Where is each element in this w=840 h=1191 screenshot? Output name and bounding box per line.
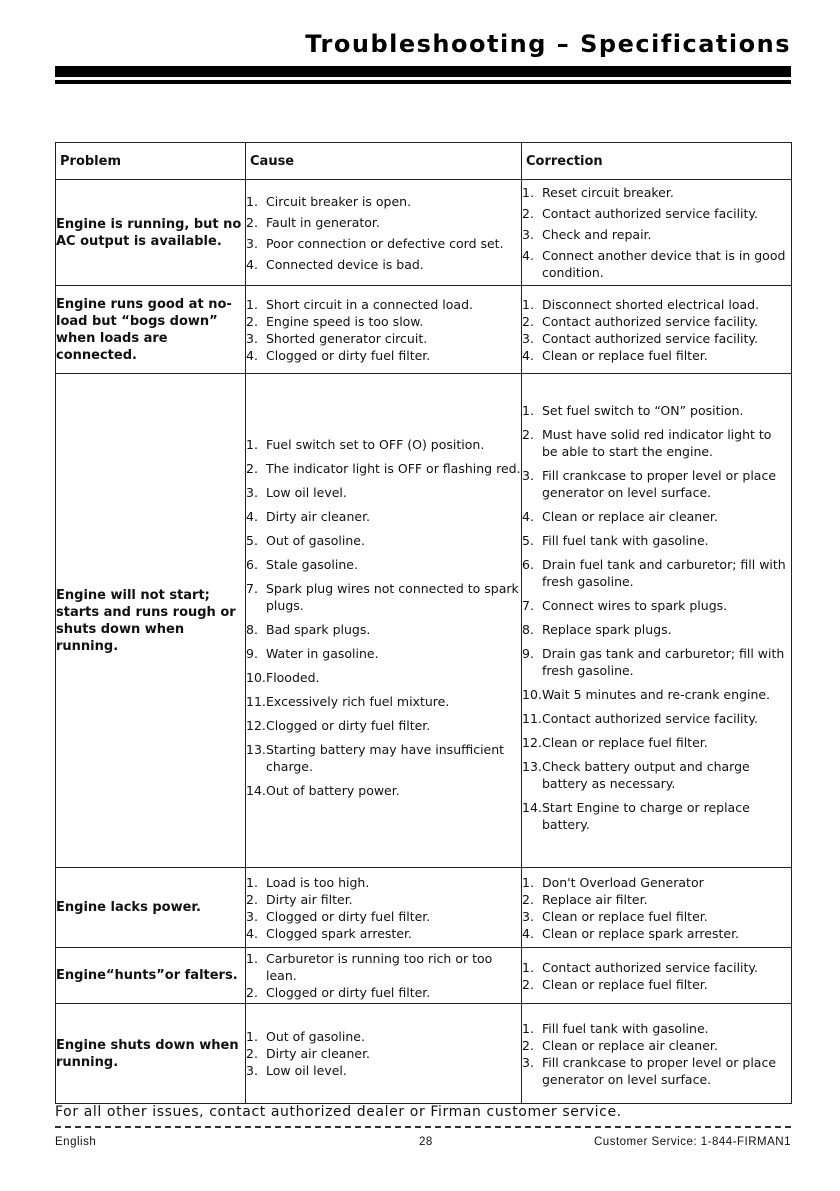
item-number: 1.: [522, 185, 534, 200]
item-text: Poor connection or defective cord set.: [266, 235, 504, 251]
item-number: 11.: [522, 710, 542, 726]
cause-cell: [246, 180, 522, 286]
problem-cell: Engine will not start; starts and runs rough or shuts down when running.: [56, 374, 246, 868]
item-number: 1.: [522, 1020, 534, 1036]
item-number: 3.: [246, 330, 258, 346]
problem-cell: Engine“hunts”or falters.: [56, 948, 246, 1004]
item-number: 1.: [246, 193, 258, 209]
list-item: [522, 556, 791, 590]
list-item: [522, 1020, 791, 1037]
correction-cell: [522, 374, 792, 868]
list-item: [246, 741, 521, 775]
item-text: Clogged or dirty fuel filter.: [266, 985, 431, 1000]
list-item: [246, 717, 521, 734]
list-item: [522, 330, 791, 347]
item-number: 5.: [522, 532, 534, 548]
list-item: [246, 214, 521, 231]
cause-list: [246, 1028, 521, 1079]
correction-cell: [522, 286, 792, 374]
item-number: 1.: [246, 874, 258, 890]
item-number: 2.: [246, 1046, 258, 1061]
item-number: 2.: [246, 985, 258, 1000]
item-text: Load is too high.: [266, 874, 370, 890]
item-text: Water in gasoline.: [266, 645, 379, 661]
list-item: [246, 874, 521, 891]
item-text: Low oil level.: [266, 484, 347, 500]
item-number: 1.: [246, 436, 258, 452]
correction-list: [522, 959, 791, 993]
list-item: [246, 950, 521, 984]
item-text: Clogged spark arrester.: [266, 925, 412, 941]
cause-cell: [246, 374, 522, 868]
item-number: 2.: [246, 460, 258, 476]
item-text: Check and repair.: [542, 227, 652, 242]
list-item: [522, 597, 791, 614]
item-number: 4.: [522, 347, 534, 363]
item-text: Replace air filter.: [542, 891, 648, 907]
cause-list: [246, 296, 521, 364]
item-text: Fill crankcase to proper level or place generator on level surface.: [542, 467, 777, 500]
list-item: [522, 467, 791, 501]
cause-list: [246, 950, 521, 1001]
item-number: 2.: [522, 1037, 534, 1053]
item-text: Clean or replace fuel filter.: [542, 734, 708, 750]
item-text: Set fuel switch to “ON” position.: [542, 402, 744, 418]
item-number: 3.: [246, 1063, 258, 1078]
item-text: Starting battery may have insufficient charge.: [266, 741, 505, 774]
item-text: Don't Overload Generator: [542, 874, 704, 890]
item-number: 1.: [246, 1029, 258, 1044]
cause-list: [246, 436, 521, 799]
item-number: 3.: [522, 467, 534, 483]
problem-cell: Engine runs good at no-load but “bogs down” when loads are connected.: [56, 286, 246, 374]
item-text: Connected device is bad.: [266, 256, 424, 272]
item-number: 8.: [246, 621, 258, 637]
item-number: 2.: [522, 313, 534, 329]
list-item: [246, 235, 521, 252]
cause-cell: [246, 868, 522, 948]
cause-list: [246, 874, 521, 942]
cause-cell: [246, 1004, 522, 1104]
item-text: Clean or replace spark arrester.: [542, 925, 740, 941]
item-text: Contact authorized service facility.: [542, 330, 759, 346]
item-text: Dirty air cleaner.: [266, 1046, 371, 1061]
customer-service: Customer Service: 1-844-FIRMAN1: [594, 1136, 791, 1148]
correction-list: [522, 296, 791, 364]
item-text: Wait 5 minutes and re-crank engine.: [542, 686, 771, 702]
item-number: 9.: [522, 645, 534, 661]
list-item: [522, 621, 791, 638]
item-number: 1.: [522, 874, 534, 890]
list-item: [246, 556, 521, 573]
item-text: Clogged or dirty fuel filter.: [266, 347, 431, 363]
correction-list: [522, 1020, 791, 1088]
item-number: 9.: [246, 645, 258, 661]
list-item: [522, 799, 791, 833]
table-row: [56, 374, 792, 868]
item-number: 2.: [522, 891, 534, 907]
table-row: [56, 948, 792, 1004]
list-item: [246, 621, 521, 638]
item-text: Engine speed is too slow.: [266, 313, 424, 329]
correction-list: [522, 874, 791, 942]
problem-cell: Engine shuts down when running.: [56, 1004, 246, 1104]
table-row: [56, 868, 792, 948]
table-row: [56, 1004, 792, 1104]
correction-cell: [522, 948, 792, 1004]
item-number: 11.: [246, 693, 266, 709]
item-text: Circuit breaker is open.: [266, 193, 412, 209]
item-text: Clean or replace fuel filter.: [542, 347, 708, 363]
footer-note: For all other issues, contact authorized dealer or Firman customer service.: [55, 1104, 622, 1120]
list-item: [522, 734, 791, 751]
correction-cell: [522, 1004, 792, 1104]
item-number: 10.: [246, 669, 266, 685]
item-text: Drain fuel tank and carburetor; fill with fresh gasoline.: [542, 556, 786, 589]
item-number: 2.: [246, 214, 258, 230]
list-item: [246, 484, 521, 501]
list-item: [246, 508, 521, 525]
correction-list: [522, 184, 791, 281]
item-text: Contact authorized service facility.: [542, 959, 759, 975]
list-item: [522, 313, 791, 330]
item-number: 3.: [522, 908, 534, 924]
item-text: Short circuit in a connected load.: [266, 296, 473, 312]
list-item: [522, 1037, 791, 1054]
item-text: Dirty air filter.: [266, 891, 353, 907]
item-text: Out of gasoline.: [266, 1029, 365, 1044]
problem-cell: Engine is running, but no AC output is available.: [56, 180, 246, 286]
item-text: Shorted generator circuit.: [266, 330, 428, 346]
list-item: [522, 184, 791, 201]
item-number: 10.: [522, 686, 542, 702]
list-item: [246, 532, 521, 549]
list-item: [246, 693, 521, 710]
item-number: 6.: [522, 556, 534, 572]
item-text: Drain gas tank and carburetor; fill with fresh gasoline.: [542, 645, 785, 678]
list-item: [522, 976, 791, 993]
item-number: 3.: [522, 330, 534, 346]
item-number: 13.: [522, 758, 542, 774]
page-number: 28: [419, 1136, 433, 1148]
item-number: 1.: [522, 296, 534, 312]
item-text: Check battery output and charge battery as necessary.: [542, 758, 750, 791]
item-text: Out of battery power.: [266, 782, 400, 798]
item-text: Dirty air cleaner.: [266, 508, 371, 524]
item-number: 7.: [246, 580, 258, 596]
list-item: [522, 891, 791, 908]
list-item: [246, 296, 521, 313]
list-item: [246, 645, 521, 662]
list-item: [522, 686, 791, 703]
item-number: 6.: [246, 556, 258, 572]
item-text: Fill fuel tank with gasoline.: [542, 1020, 709, 1036]
item-text: Low oil level.: [266, 1063, 347, 1078]
item-text: Flooded.: [266, 669, 320, 685]
item-number: 2.: [246, 891, 258, 907]
item-number: 12.: [522, 734, 542, 750]
header-problem: Problem: [56, 143, 246, 180]
list-item: [246, 460, 521, 477]
item-text: Bad spark plugs.: [266, 621, 371, 637]
list-item: [246, 925, 521, 942]
item-text: Clean or replace air cleaner.: [542, 508, 718, 524]
title-rule-thin: [55, 80, 791, 84]
item-number: 4.: [522, 508, 534, 524]
item-text: Clean or replace fuel filter.: [542, 976, 708, 992]
list-item: [522, 758, 791, 792]
item-text: The indicator light is OFF or flashing red.: [266, 460, 521, 476]
list-item: [246, 193, 521, 210]
list-item: [522, 874, 791, 891]
list-item: [522, 645, 791, 679]
item-number: 4.: [246, 508, 258, 524]
item-text: Clean or replace air cleaner.: [542, 1037, 718, 1053]
item-text: Disconnect shorted electrical load.: [542, 296, 760, 312]
item-number: 3.: [522, 227, 534, 242]
problem-cell: Engine lacks power.: [56, 868, 246, 948]
item-number: 1.: [522, 959, 534, 975]
table-row: [56, 180, 792, 286]
list-item: [522, 226, 791, 243]
cause-list: [246, 193, 521, 273]
footer-divider: [55, 1126, 791, 1128]
list-item: [246, 330, 521, 347]
item-number: 7.: [522, 597, 534, 613]
item-number: 5.: [246, 532, 258, 548]
item-text: Replace spark plugs.: [542, 621, 672, 637]
item-number: 2.: [522, 206, 534, 221]
item-text: Start Engine to charge or replace battery.: [542, 799, 750, 832]
cause-cell: [246, 948, 522, 1004]
list-item: [246, 347, 521, 364]
list-item: [246, 256, 521, 273]
item-text: Must have solid red indicator light to be able to start the engine.: [542, 426, 772, 459]
title-rule-thick: [55, 66, 791, 77]
item-text: Clogged or dirty fuel filter.: [266, 717, 431, 733]
table-row: [56, 286, 792, 374]
list-item: [522, 205, 791, 222]
list-item: [246, 313, 521, 330]
item-text: Fault in generator.: [266, 214, 380, 230]
list-item: [246, 1045, 521, 1062]
item-text: Connect wires to spark plugs.: [542, 597, 728, 613]
item-text: Carburetor is running too rich or too lean.: [266, 951, 493, 983]
troubleshooting-table: [55, 142, 792, 1104]
item-number: 3.: [246, 484, 258, 500]
list-item: [246, 580, 521, 614]
item-text: Spark plug wires not connected to spark plugs.: [266, 580, 519, 613]
correction-cell: [522, 868, 792, 948]
item-number: 13.: [246, 741, 266, 757]
list-item: [246, 782, 521, 799]
item-text: Fill crankcase to proper level or place generator on level surface.: [542, 1054, 777, 1087]
list-item: [522, 532, 791, 549]
list-item: [522, 402, 791, 419]
item-number: 4.: [246, 256, 258, 272]
item-text: Connect another device that is in good condition.: [542, 248, 786, 280]
item-number: 2.: [246, 313, 258, 329]
item-number: 4.: [246, 347, 258, 363]
item-number: 4.: [522, 248, 534, 263]
list-item: [522, 296, 791, 313]
list-item: [522, 347, 791, 364]
item-text: Contact authorized service facility.: [542, 206, 759, 221]
list-item: [246, 436, 521, 453]
item-number: 3.: [246, 235, 258, 251]
header-cause: Cause: [246, 143, 522, 180]
item-number: 14.: [246, 782, 266, 798]
item-number: 4.: [522, 925, 534, 941]
item-text: Stale gasoline.: [266, 556, 358, 572]
item-number: 8.: [522, 621, 534, 637]
list-item: [522, 908, 791, 925]
header-correction: Correction: [522, 143, 792, 180]
footer-language: English: [55, 1136, 97, 1148]
list-item: [522, 247, 791, 281]
item-number: 2.: [522, 976, 534, 992]
correction-list: [522, 402, 791, 833]
item-number: 4.: [246, 925, 258, 941]
item-number: 12.: [246, 717, 266, 733]
list-item: [246, 1062, 521, 1079]
item-text: Clean or replace fuel filter.: [542, 908, 708, 924]
list-item: [246, 1028, 521, 1045]
list-item: [246, 908, 521, 925]
item-number: 3.: [246, 908, 258, 924]
list-item: [246, 891, 521, 908]
item-number: 1.: [246, 951, 258, 966]
list-item: [522, 710, 791, 727]
item-text: Reset circuit breaker.: [542, 185, 674, 200]
table-header-row: [56, 143, 792, 180]
item-text: Fill fuel tank with gasoline.: [542, 532, 709, 548]
item-text: Contact authorized service facility.: [542, 313, 759, 329]
item-number: 3.: [522, 1054, 534, 1070]
page-title: Troubleshooting – Specifications: [305, 30, 791, 58]
item-number: 1.: [246, 296, 258, 312]
list-item: [522, 1054, 791, 1088]
item-text: Excessively rich fuel mixture.: [266, 693, 450, 709]
cause-cell: [246, 286, 522, 374]
item-text: Fuel switch set to OFF (O) position.: [266, 436, 485, 452]
list-item: [246, 669, 521, 686]
item-number: 1.: [522, 402, 534, 418]
item-text: Contact authorized service facility.: [542, 710, 759, 726]
item-text: Clogged or dirty fuel filter.: [266, 908, 431, 924]
item-number: 2.: [522, 426, 534, 442]
list-item: [522, 959, 791, 976]
list-item: [522, 925, 791, 942]
list-item: [522, 508, 791, 525]
list-item: [522, 426, 791, 460]
correction-cell: [522, 180, 792, 286]
item-number: 14.: [522, 799, 542, 815]
item-text: Out of gasoline.: [266, 532, 365, 548]
list-item: [246, 984, 521, 1001]
